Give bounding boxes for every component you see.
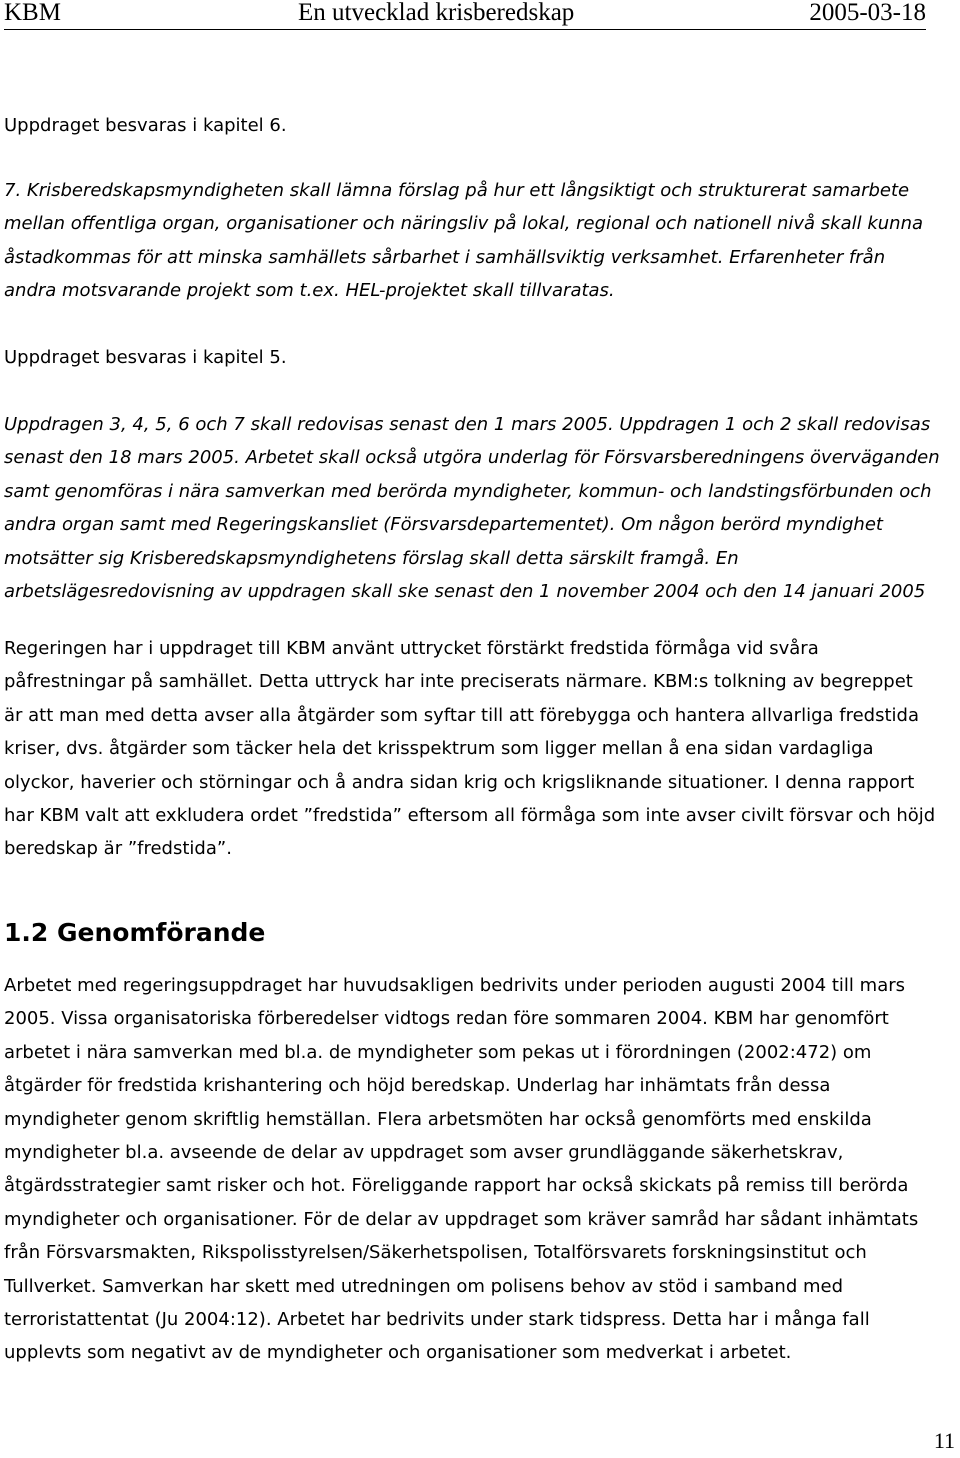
text-segment: Uppdragen 3, 4, 5, 6 och 7 skall redovisas senast den 1 mars 2005. (4, 414, 614, 435)
text-segment: arbetslägesredovisning av uppdragen skall ske senast den 1 november 2004 och den 14 januari 2005 (4, 581, 926, 603)
text-segment: motsätter sig Krisberedskapsmyndighetens förslag skall detta särskilt framgå. (4, 547, 711, 569)
text-line (4, 408, 960, 441)
text-line: mellan offentliga organ, organisationer och näringsliv på lokal, regional och nationell nivå skall kunna (4, 213, 924, 235)
text-line: Tullverket. Samverkan har skett med utredningen om polisens behov av stöd i samband med (4, 1275, 844, 1297)
text-line: Regeringen har i uppdraget till KBM använt uttrycket förstärkt fredstida förmåga vid svåra (4, 638, 819, 659)
paragraph-kapitel-6 (4, 109, 960, 142)
text-segment: andra organ samt med Regeringskansliet (Försvarsdepartementet). (4, 514, 616, 536)
text-line: upplevts som negativt av de myndigheter och organisationer som medverkat i arbetet. (4, 1342, 792, 1364)
text-line: terroristattentat (Ju 2004:12). Arbetet har bedrivits under stark tidspress. Detta har i många fall (4, 1309, 870, 1331)
header-date: 2005-03-18 (809, 0, 926, 26)
text-line (4, 575, 960, 608)
header-organization: KBM (4, 0, 61, 26)
text-line: från Försvarsmakten, Rikspolisstyrelsen/Säkerhetspolisen, Totalförsvarets forskningsinstitut och (4, 1242, 867, 1264)
text-line: 2005. Vissa organisatoriska förberedelser vidtogs redan före sommaren 2004. KBM har genomfört (4, 1008, 889, 1030)
text-line: påfrestningar på samhället. Detta uttryck har inte preciserats närmare. KBM:s tolkning av begreppet (4, 671, 913, 693)
text-line (4, 508, 960, 541)
text-line: andra motsvarande projekt som t.ex. HEL-projektet skall tillvaratas. (4, 280, 615, 302)
text-segment: Arbetet skall också utgöra underlag för Försvarsberedningens överväganden (239, 447, 940, 469)
paragraph-kapitel-5 (4, 341, 960, 374)
text-line: myndigheter och organisationer. För de delar av uppdraget som kräver samråd har sådant inhämtats (4, 1208, 919, 1230)
text-line (4, 475, 960, 508)
page-number: 11 (933, 1428, 955, 1453)
page-header (0, 0, 960, 30)
text-segment: En (710, 547, 739, 569)
paragraph-reporting-deadlines (4, 408, 960, 608)
text-line: 7. Krisberedskapsmyndigheten skall lämna förslag på hur ett långsiktigt och strukturerat samarbete (4, 180, 910, 201)
text-line: myndigheter genom skriftlig hemställan. Flera arbetsmöten har också genomförts med enskilda (4, 1108, 872, 1130)
text-line: åtgärdsstrategier samt risker och hot. Föreliggande rapport har också skickats på remiss till berörda (4, 1175, 909, 1197)
text-line (4, 542, 960, 575)
text-line: myndigheter bl.a. avseende de delar av uppdraget som avser grundläggande säkerhetskrav, (4, 1142, 844, 1164)
paragraph-fredstida-formaga (4, 632, 960, 866)
text-segment: samt genomföras i nära samverkan med berörda myndigheter, kommun- och landstingsförbunden och (4, 480, 932, 502)
text-segment: Om någon berörd myndighet (615, 514, 883, 536)
text-segment: senast den 18 mars 2005. (4, 447, 240, 469)
text-line: olyckor, haverier och störningar och å andra sidan krig och krigsliknande situationer. I denna rapport (4, 771, 915, 793)
text-line: åstadkommas för att minska samhällets sårbarhet i samhällsviktig verksamhet. Erfarenheter från (4, 246, 886, 268)
text-line: kriser, dvs. åtgärder som täcker hela det krisspektrum som ligger mellan å ena sidan vardagliga (4, 738, 874, 760)
text-line: åtgärder för fredstida krishantering och höjd beredskap. Underlag har inhämtats från dessa (4, 1075, 831, 1097)
header-document-title: En utvecklad krisberedskap (298, 0, 575, 26)
text-line: Arbetet med regeringsuppdraget har huvudsakligen bedrivits under perioden augusti 2004 till mars (4, 975, 906, 996)
text-line: Uppdraget besvaras i kapitel 6. (4, 115, 287, 136)
text-line (4, 441, 960, 474)
header-rule (4, 29, 926, 30)
paragraph-assignment-7 (4, 174, 960, 308)
text-line: är att man med detta avser alla åtgärder som syftar till att förebygga och hantera allvarliga fredstida (4, 704, 919, 726)
text-line: Uppdraget besvaras i kapitel 5. (4, 347, 287, 368)
text-line: beredskap är ”fredstida”. (4, 838, 232, 860)
section-heading: 1.2 Genomförande (4, 918, 266, 947)
text-line: arbetet i nära samverkan med bl.a. de myndigheter som pekas ut i förordningen (2002:472) om (4, 1041, 872, 1063)
text-line: har KBM valt att exkludera ordet ”fredstida” eftersom all förmåga som inte avser civilt försvar och höjd (4, 805, 936, 827)
paragraph-genomforande (4, 969, 960, 1370)
text-segment: Uppdragen 1 och 2 skall redovisas (613, 414, 931, 435)
